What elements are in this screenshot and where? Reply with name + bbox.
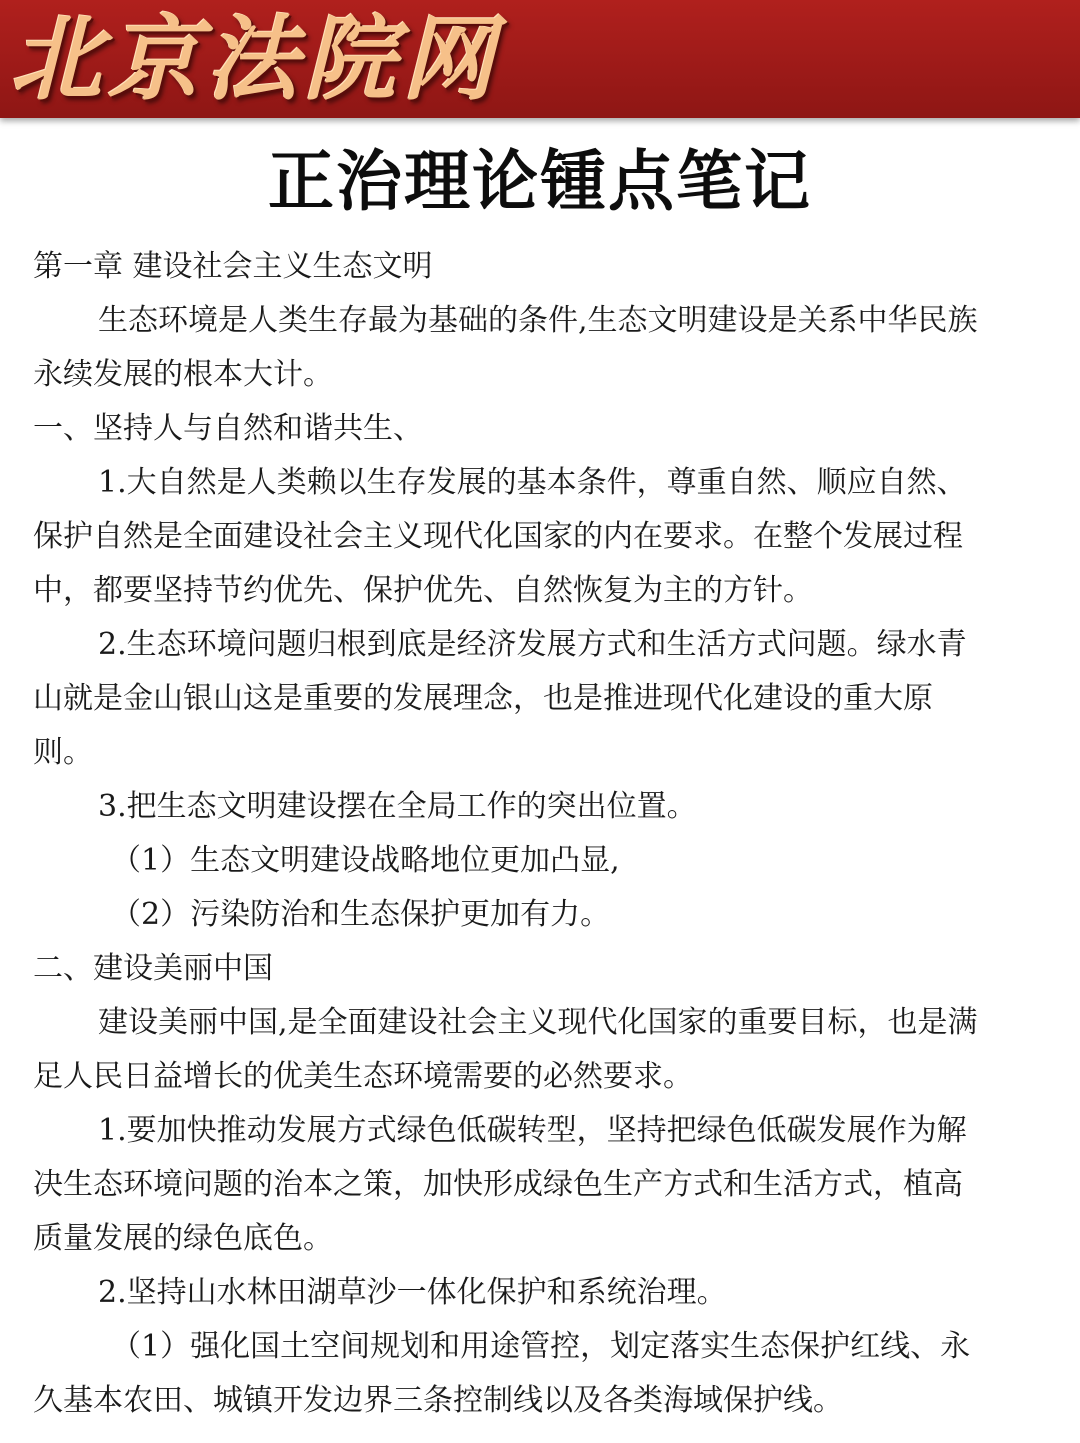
site-logo: 北京法院网 [10,5,501,113]
document-body [33,240,1045,1428]
paragraph-line: 建设美丽中国,是全面建设社会主义现代化国家的重要目标，也是满 [98,1005,978,1040]
document-title: 正治理论锺点笔记 [268,143,812,220]
paragraph-line: 久基本农田、城镇开发边界三条控制线以及各类海域保护线。 [33,1383,843,1418]
paragraph-line: 足人民日益增长的优美生态环境需要的必然要求。 [33,1059,693,1094]
section-heading: 一、坚持人与自然和谐共生、 [33,411,423,446]
paragraph-line: 2.坚持山水林田湖草沙一体化保护和系统治理。 [98,1275,727,1310]
sub-item-line: （1）生态文明建设战略地位更加凸显, [111,843,620,878]
site-banner [0,0,1080,118]
sub-item-line: （2）污染防治和生态保护更加有力。 [111,897,611,932]
paragraph-line: 1.要加快推动发展方式绿色低碳转型，坚持把绿色低碳发展作为解 [98,1113,967,1148]
paragraph-line: 2.生态环境问题归根到底是经济发展方式和生活方式问题。绿水青 [98,627,967,662]
paragraph-line: 则。 [33,735,93,770]
paragraph-line: 3.把生态文明建设摆在全局工作的突出位置。 [98,789,697,824]
section-heading: 二、建设美丽中国 [33,951,273,986]
paragraph-line: 保护自然是全面建设社会主义现代化国家的内在要求。在整个发展过程 [33,519,963,554]
paragraph-line: 1.大自然是人类赖以生存发展的基本条件，尊重自然、顺应自然、 [98,465,967,500]
paragraph-line: 山就是金山银山这是重要的发展理念，也是推进现代化建设的重大原 [33,681,933,716]
paragraph-line: 质量发展的绿色底色。 [33,1221,333,1256]
paragraph-line: 生态环境是人类生存最为基础的条件,生态文明建设是关系中华民族 [98,303,978,338]
chapter-heading: 第一章 建设社会主义生态文明 [33,249,433,284]
paragraph-line: 永续发展的根本大计。 [33,357,333,392]
paragraph-line: 中，都要坚持节约优先、保护优先、自然恢复为主的方针。 [33,573,813,608]
sub-item-line: （1）强化国土空间规划和用途管控，划定落实生态保护红线、永 [111,1329,971,1364]
paragraph-line: 决生态环境问题的治本之策，加快形成绿色生产方式和生活方式，植高 [33,1167,963,1202]
